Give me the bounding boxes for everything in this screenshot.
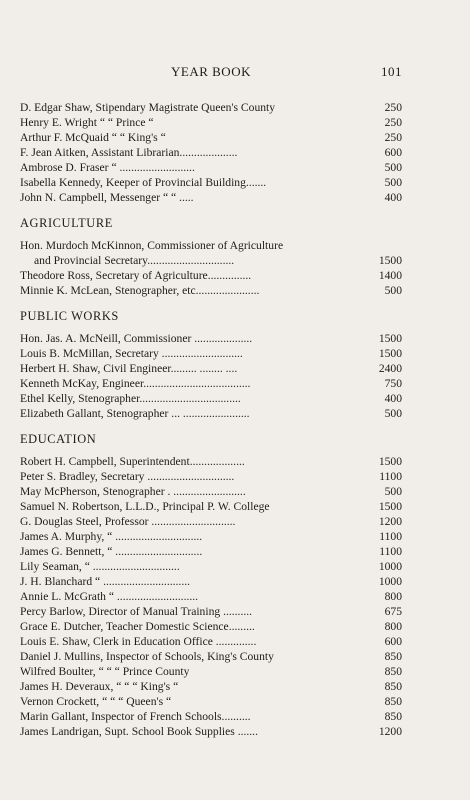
section-heading: EDUCATION [20,432,97,446]
entry-text: Lily Seaman, “ .............................. [20,560,180,573]
entry-text: Marin Gallant, Inspector of French Schools.......... [20,710,251,723]
section-heading: AGRICULTURE [20,216,113,230]
entry-amount: 600 [384,146,402,159]
entry-amount: 1000 [378,560,402,573]
salary-row [20,145,402,160]
salary-row [20,175,402,190]
salary-row [20,253,402,268]
entry-amount: 2400 [378,362,402,375]
salary-row [20,283,402,298]
entry-amount: 850 [384,680,402,693]
entry-text: Herbert H. Shaw, Civil Engineer......... ........ .... [20,362,238,375]
salary-row [20,649,402,664]
salary-row [20,574,402,589]
salary-row [20,100,402,115]
entry-amount: 1100 [379,470,402,483]
entry-amount: 1500 [378,455,402,468]
entry-text: J. H. Blanchard “ .............................. [20,575,191,588]
entry-text: Elizabeth Gallant, Stenographer ... ....................... [20,407,250,420]
entry-amount: 500 [384,407,402,420]
entry-text: Samuel N. Robertson, L.L.D., Principal P. W. College [20,500,270,513]
entry-amount: 500 [384,161,402,174]
salary-row [20,469,402,484]
salary-row [20,361,402,376]
entry-text: Ethel Kelly, Stenographer................................... [20,392,241,405]
entry-text: May McPherson, Stenographer . ......................... [20,485,246,498]
entry-text: Hon. Murdoch McKinnon, Commissioner of Agriculture [20,239,284,252]
entry-amount: 800 [384,590,402,603]
entry-text: Annie L. McGrath “ ............................ [20,590,199,603]
entry-text: Hon. Jas. A. McNeill, Commissioner .................... [20,332,253,345]
salary-row [20,115,402,130]
salary-row [20,406,402,421]
salary-row [20,160,402,175]
entry-text: Louis E. Shaw, Clerk in Education Office .............. [20,635,257,648]
entry-text: Minnie K. McLean, Stenographer, etc...................... [20,284,260,297]
salary-row [20,238,402,253]
entry-amount: 850 [384,695,402,708]
entry-amount: 1500 [378,332,402,345]
entry-text: Vernon Crockett, “ “ “ Queen's “ [20,695,172,708]
entry-amount: 750 [384,377,402,390]
salary-row [20,454,402,469]
intro-block [20,100,402,205]
entry-amount: 500 [384,284,402,297]
entry-amount: 675 [384,605,402,618]
salary-row [20,679,402,694]
section-block [20,215,402,298]
entry-amount: 500 [384,176,402,189]
entry-text: Theodore Ross, Secretary of Agriculture............... [20,269,252,282]
salary-row [20,190,402,205]
entry-text: Arthur F. McQuaid “ “ King's “ [20,131,166,144]
entry-amount: 850 [384,650,402,663]
entry-amount: 400 [384,191,402,204]
entry-text: James G. Bennett, “ .............................. [20,545,203,558]
entry-text: G. Douglas Steel, Professor ............................. [20,515,236,528]
entry-text: Peter S. Bradley, Secretary .............................. [20,470,235,483]
entry-text: Louis B. McMillan, Secretary ............................ [20,347,243,360]
entry-text: Kenneth McKay, Engineer..................................... [20,377,251,390]
salary-row [20,694,402,709]
salary-row [20,634,402,649]
entry-text: F. Jean Aitken, Assistant Librarian.................... [20,146,238,159]
entry-amount: 1400 [378,269,402,282]
entry-text: Henry E. Wright “ “ Prince “ [20,116,154,129]
salary-row [20,346,402,361]
running-title: YEAR BOOK [171,64,251,79]
entry-text: Ambrose D. Fraser “ .......................... [20,161,195,174]
entry-text: Percy Barlow, Director of Manual Training .......... [20,605,253,618]
entry-amount: 1200 [378,725,402,738]
salary-row [20,529,402,544]
entry-amount: 600 [384,635,402,648]
salary-row [20,130,402,145]
entry-amount: 400 [384,392,402,405]
entry-amount: 800 [384,620,402,633]
entry-amount: 1200 [378,515,402,528]
entry-text: James Landrigan, Supt. School Book Supplies ....... [20,725,258,738]
entry-text: Wilfred Boulter, “ “ “ Prince County [20,665,190,678]
salary-row [20,664,402,679]
entry-amount: 1500 [378,500,402,513]
entry-amount: 1100 [379,545,402,558]
salary-row [20,514,402,529]
entry-amount: 850 [384,665,402,678]
entry-text: Isabella Kennedy, Keeper of Provincial Building....... [20,176,267,189]
entry-amount: 250 [384,101,402,114]
salary-row [20,331,402,346]
salary-row [20,268,402,283]
entry-amount: 1500 [378,254,402,267]
salary-row [20,724,402,739]
section-block [20,431,402,739]
section-block [20,308,402,421]
salary-row [20,589,402,604]
entry-text: Daniel J. Mullins, Inspector of Schools, King's County [20,650,274,663]
entry-amount: 250 [384,116,402,129]
salary-row [20,499,402,514]
entry-text: Grace E. Dutcher, Teacher Domestic Science......... [20,620,255,633]
entry-text: and Provincial Secretary.............................. [34,254,235,267]
page-number: 101 [381,64,402,79]
salary-row [20,619,402,634]
entry-text: James A. Murphy, “ .............................. [20,530,203,543]
salary-list [20,100,402,739]
entry-text: John N. Campbell, Messenger “ “ ..... [20,191,194,204]
salary-row [20,604,402,619]
entry-text: Robert H. Campbell, Superintendent................... [20,455,245,468]
entry-amount: 500 [384,485,402,498]
entry-amount: 250 [384,131,402,144]
entry-text: D. Edgar Shaw, Stipendary Magistrate Queen's County [20,101,276,114]
salary-row [20,544,402,559]
section-heading: PUBLIC WORKS [20,309,119,323]
entry-amount: 1100 [379,530,402,543]
entry-amount: 1000 [378,575,402,588]
salary-row [20,376,402,391]
entry-amount: 850 [384,710,402,723]
salary-row [20,391,402,406]
entry-amount: 1500 [378,347,402,360]
entry-text: James H. Deveraux, “ “ “ King's “ [20,680,179,693]
salary-row [20,484,402,499]
salary-row [20,559,402,574]
salary-row [20,709,402,724]
